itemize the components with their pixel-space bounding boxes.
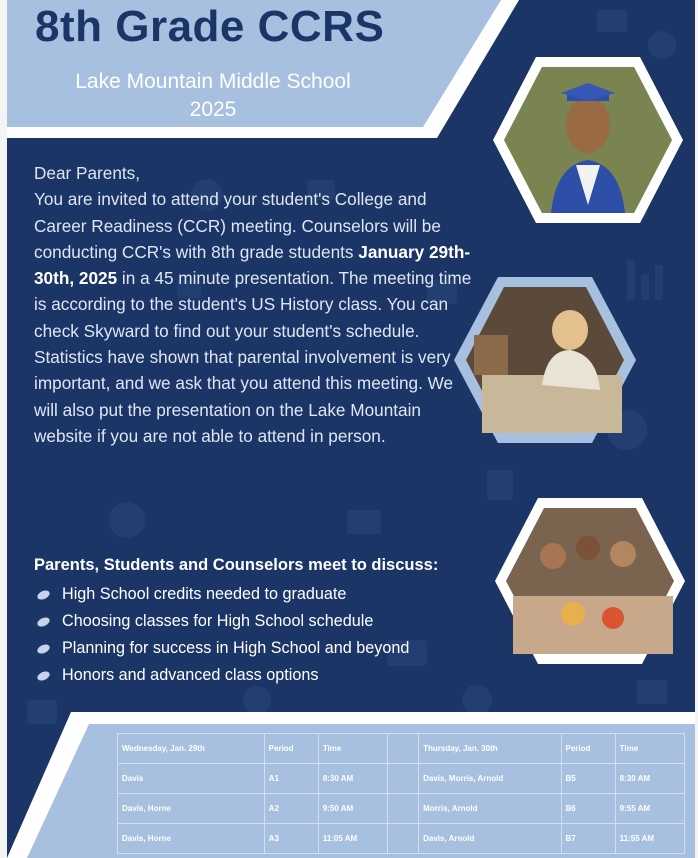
invitation-paragraph xyxy=(34,186,474,344)
invitation-text-a: You are invited to attend your student's College and Career Readiness (CCR) meeting. Counselors will be conducting CCR's with 8th grade students xyxy=(34,189,441,262)
involvement-paragraph: Statistics have shown that parental involvement is very important, and we ask that you attend this meeting. We will also put the presentation on the Lake Mountain website if you are not able to attend in person. xyxy=(34,347,454,446)
schedule-table xyxy=(117,733,685,854)
table-row: Davis, Horne A2 9:50 AM Morris, Arnold B6 9:55 AM xyxy=(118,794,685,824)
table-row: Davis, Horne A3 11:05 AM Davis, Arnold B7 11:55 AM xyxy=(118,824,685,854)
list-item: Choosing classes for High School schedule xyxy=(37,608,409,635)
bullet-icon xyxy=(36,615,51,628)
table-row: Davis A1 8:30 AM Davis, Morris, Arnold B5 8:30 AM xyxy=(118,764,685,794)
discuss-heading: Parents, Students and Counselors meet to discuss: xyxy=(34,556,439,574)
list-item: High School credits needed to graduate xyxy=(37,581,409,608)
letter-body xyxy=(34,160,474,449)
bullet-icon xyxy=(36,642,51,655)
school-year: 2025 xyxy=(189,98,237,121)
students-lunch-photo xyxy=(493,496,687,666)
table-header-row: Wednesday, Jan. 29th Period Time Thursday, Jan. 30th Period Time xyxy=(118,734,685,764)
student-studying-photo xyxy=(452,275,638,445)
flyer-page xyxy=(7,0,695,858)
school-name-block xyxy=(7,68,419,124)
meeting-dates: January 29th-30th, 2025 xyxy=(34,241,471,289)
discuss-list xyxy=(37,581,409,689)
list-item: Honors and advanced class options xyxy=(37,662,409,689)
bullet-icon xyxy=(36,669,51,682)
greeting: Dear Parents, xyxy=(34,163,141,183)
invitation-text-b: in a 45 minute presentation. The meeting time is according to the student's US History class. You can check Skyward to find out your student's schedule. xyxy=(34,268,472,341)
bullet-icon xyxy=(36,588,51,601)
list-item: Planning for success in High School and beyond xyxy=(37,635,409,662)
flyer-title: 8th Grade CCRS xyxy=(35,2,385,51)
school-name: Lake Mountain Middle School xyxy=(75,70,351,93)
graduate-photo xyxy=(491,55,685,225)
